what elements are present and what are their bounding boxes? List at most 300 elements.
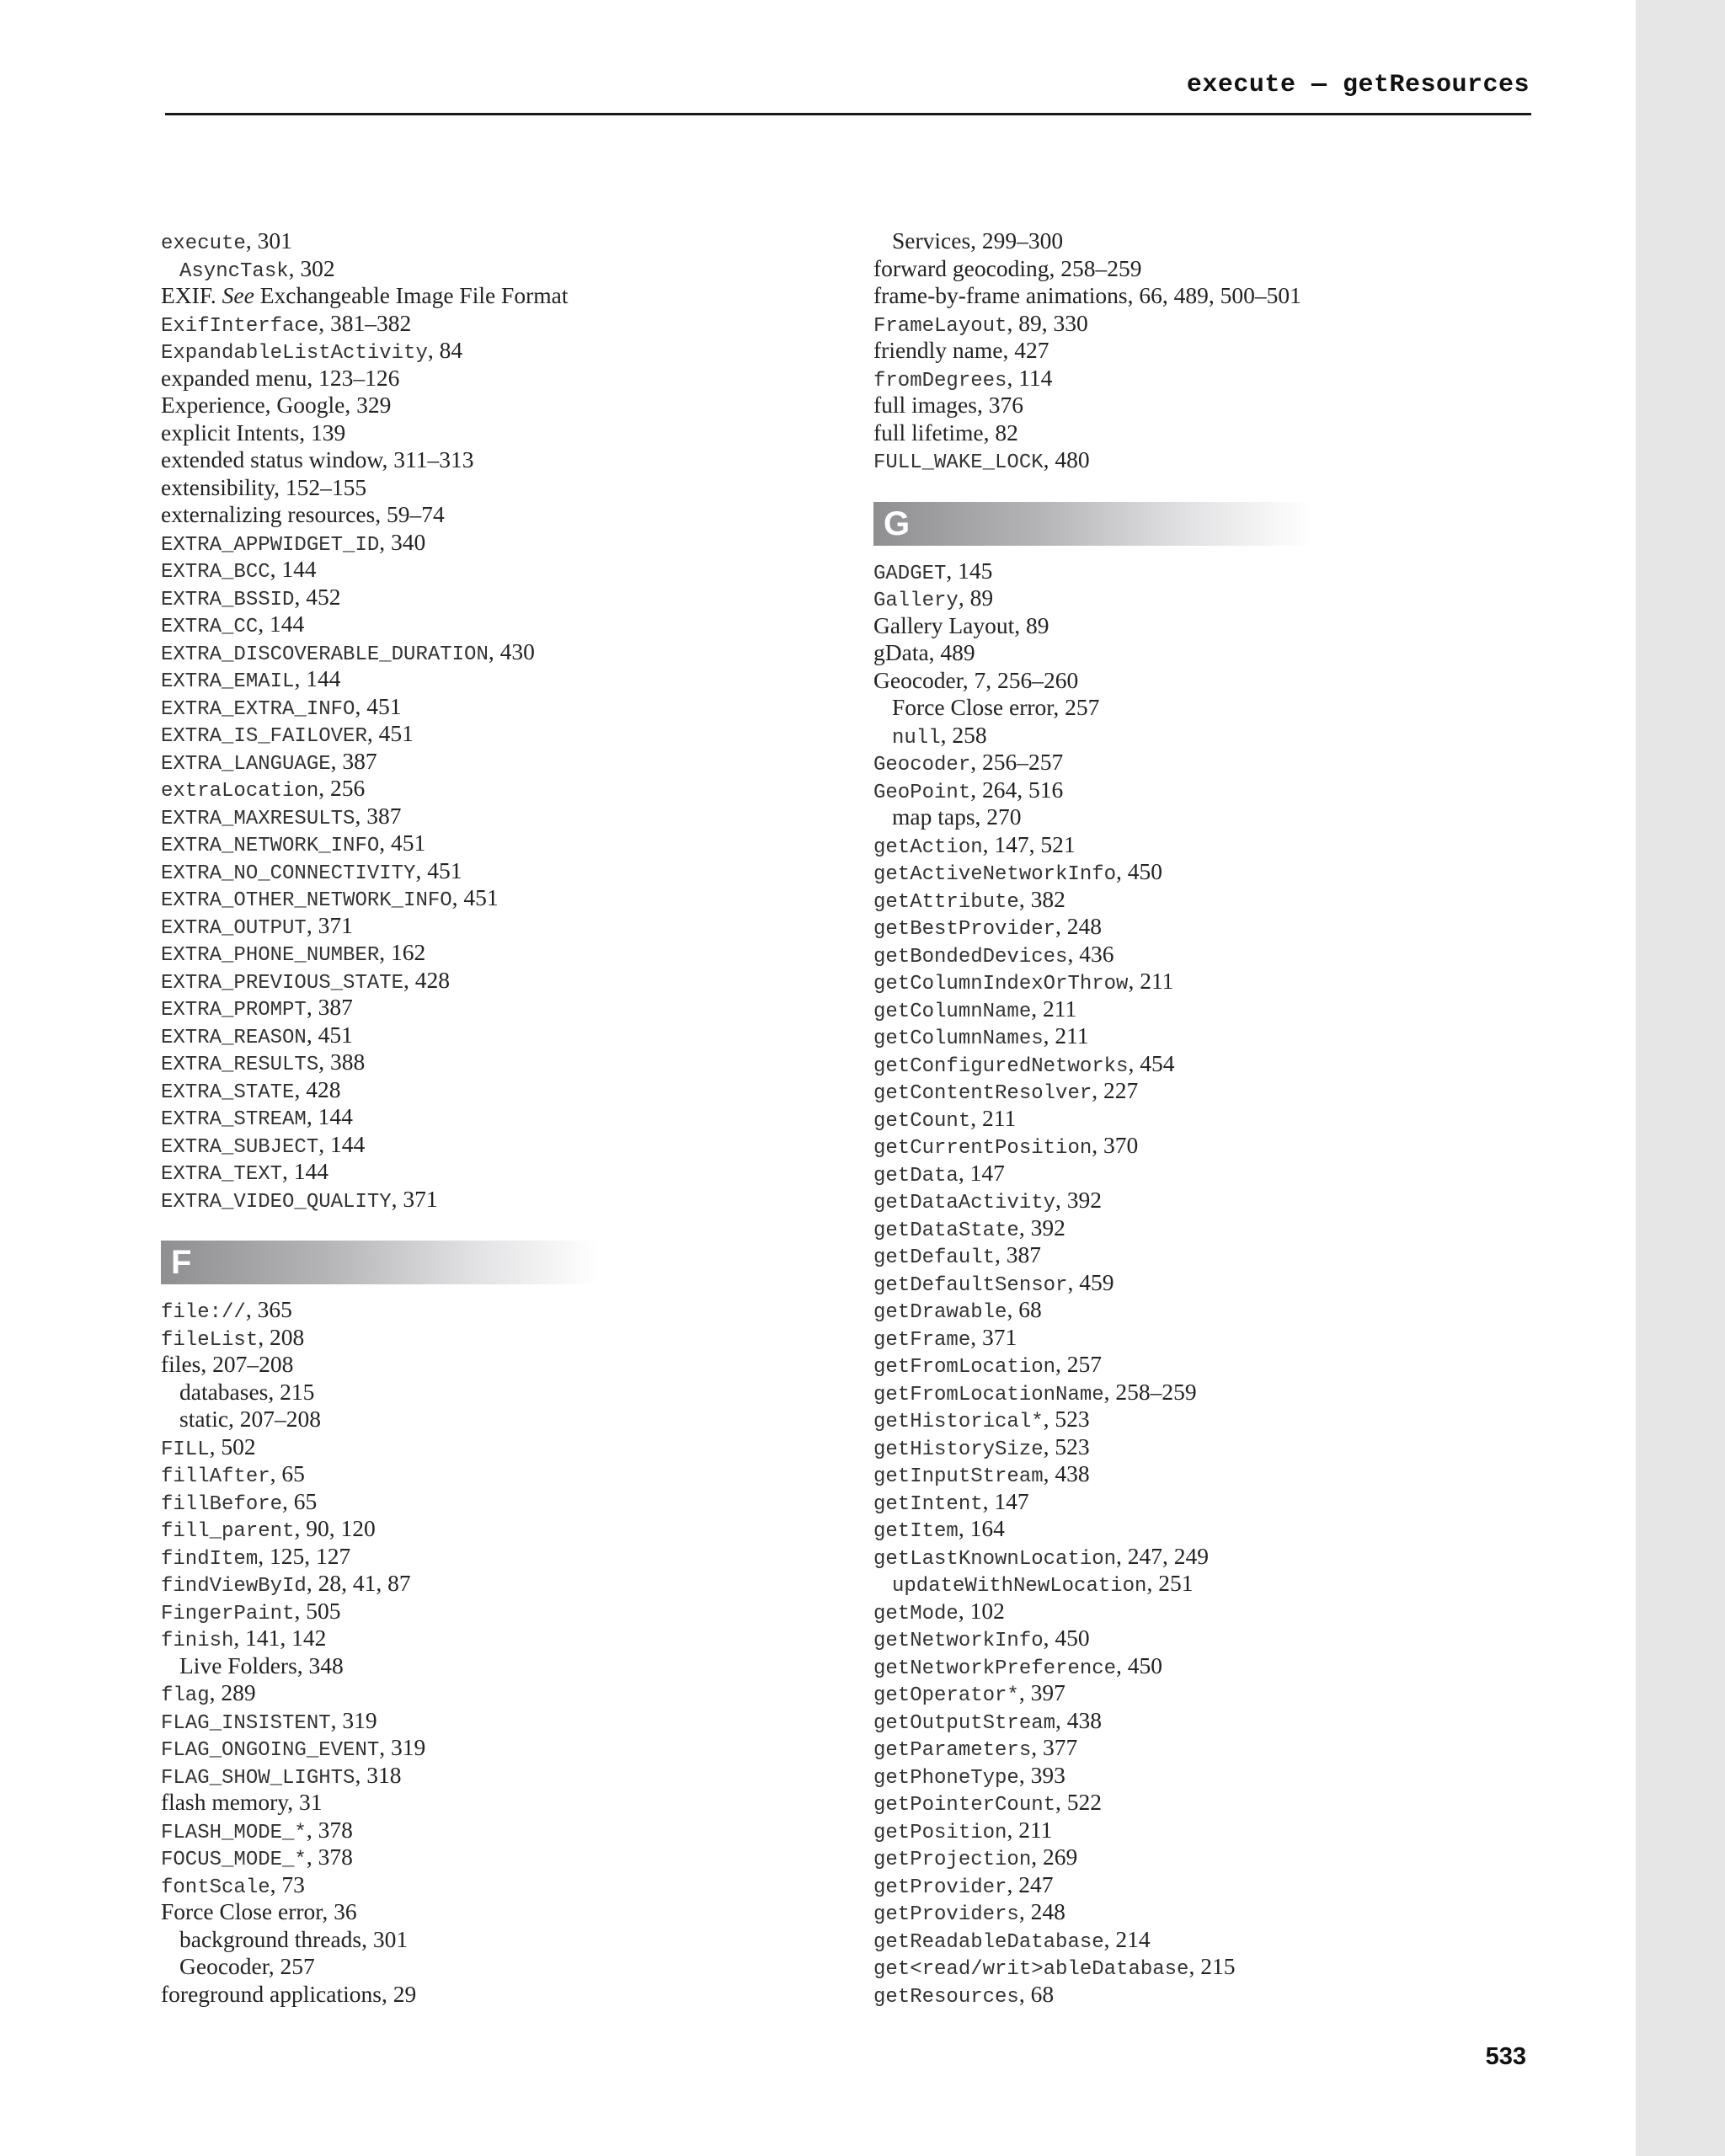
index-term: FingerPaint [161, 1602, 295, 1625]
page-reference: 211 [1018, 1816, 1053, 1843]
index-entry: getLastKnownLocation, 247, 249 [873, 1542, 1210, 1571]
index-term: gData [873, 639, 929, 665]
index-term: getResources [873, 1985, 1019, 2009]
page-reference: 73 [281, 1870, 305, 1897]
index-entry: getColumnIndexOrThrow, 211 [873, 968, 1174, 995]
page-reference: 251 [1158, 1570, 1194, 1596]
page-reference: 227 [1103, 1077, 1139, 1103]
page-reference: 82 [995, 419, 1018, 446]
index-entry: getFrame, 371 [873, 1323, 1017, 1352]
page-reference: 144 [293, 1158, 329, 1184]
page-reference: 145 [958, 557, 993, 584]
index-entry: EXTRA_BCC, 144 [161, 556, 317, 584]
index-term: EXTRA_IS_FAILOVER [161, 725, 367, 748]
index-entry: extensibility, 152–155 [161, 473, 367, 500]
page-reference: 65 [281, 1460, 305, 1486]
index-subentry: map taps, 270 [892, 803, 1022, 830]
index-term: getBondedDevices [873, 945, 1068, 969]
page-reference: 502 [221, 1433, 256, 1460]
page-reference: 164 [969, 1515, 1005, 1541]
index-entry: getNetworkInfo, 450 [873, 1625, 1090, 1652]
index-term: getCurrentPosition [873, 1137, 1092, 1160]
page-reference: 68 [1030, 1980, 1055, 2007]
index-term: EXTRA_RESULTS [161, 1054, 319, 1076]
page-reference: 144 [269, 611, 305, 637]
page-reference: 387 [1006, 1241, 1042, 1267]
page-reference: 144 [281, 556, 317, 582]
page-reference: 270 [986, 803, 1022, 830]
page-reference: 451 [391, 830, 426, 856]
index-term: findItem [161, 1547, 259, 1571]
index-column-right [873, 227, 1547, 2008]
page-reference: 125, 127 [269, 1542, 351, 1569]
index-term: files [161, 1351, 201, 1377]
index-entry: Gallery, 89 [873, 584, 994, 612]
page-reference: 438 [1066, 1706, 1103, 1733]
index-entry: getCurrentPosition, 370 [873, 1132, 1139, 1160]
index-term: frame-by-frame animations [873, 282, 1128, 308]
page-reference: 207–208 [239, 1406, 322, 1432]
index-entry: EXTRA_APPWIDGET_ID, 340 [161, 528, 426, 557]
page-reference: 523 [1055, 1406, 1090, 1432]
index-term: EXTRA_NO_CONNECTIVITY [161, 862, 416, 885]
page-reference: 451 [463, 884, 499, 910]
page-reference: 59–74 [387, 501, 445, 527]
page-reference: 371 [318, 911, 353, 938]
index-term: flag [161, 1684, 210, 1707]
index-entry: EXTRA_STREAM, 144 [161, 1103, 353, 1131]
index-term: extraLocation [161, 780, 319, 803]
index-term: GADGET [873, 562, 947, 585]
index-entry: files, 207–208 [161, 1351, 294, 1377]
letter-section-heading [873, 502, 1311, 546]
index-entry: EXTRA_SUBJECT, 144 [161, 1130, 366, 1159]
index-entry: getParameters, 377 [873, 1734, 1078, 1762]
index-entry: EXTRA_STATE, 428 [161, 1075, 341, 1104]
index-term: ExpandableListActivity [161, 342, 428, 365]
index-entry: flash memory, 31 [161, 1789, 323, 1815]
page-reference: 152–155 [285, 473, 367, 500]
page-reference: 162 [391, 939, 426, 965]
index-entry: EXTRA_PROMPT, 387 [161, 994, 353, 1022]
index-entry: FLASH_MODE_*, 378 [161, 1816, 353, 1844]
page-reference: 214 [1115, 1925, 1151, 1952]
index-term: getProvider [873, 1876, 1007, 1899]
index-term: EXTRA_OTHER_NETWORK_INFO [161, 889, 452, 912]
index-entry: extraLocation, 256 [161, 775, 366, 803]
index-term: EXTRA_PHONE_NUMBER [161, 944, 380, 967]
index-term: background threads [179, 1925, 362, 1952]
page-reference: 381–382 [329, 309, 412, 336]
page-reference: 141, 142 [245, 1625, 327, 1651]
page-margin-band [1636, 0, 1725, 2156]
index-term: getData [873, 1164, 959, 1187]
page-reference: 319 [391, 1734, 426, 1760]
page-reference: 208 [269, 1323, 305, 1350]
index-term: getDrawable [873, 1301, 1007, 1324]
index-term: getProjection [873, 1849, 1032, 1871]
page-reference: 144 [329, 1130, 366, 1157]
index-term: expanded menu [161, 364, 307, 391]
page-reference: 318 [366, 1761, 402, 1788]
index-term: EXTRA_APPWIDGET_ID [161, 533, 380, 557]
index-entry: getReadableDatabase, 214 [873, 1925, 1151, 1954]
index-entry: getMode, 102 [873, 1597, 1005, 1625]
page-reference: 451 [427, 857, 462, 883]
index-entry: EXTRA_MAXRESULTS, 387 [161, 802, 402, 830]
index-entry: foreground applications, 29 [161, 1980, 417, 2007]
page-reference: 7, 256–260 [974, 666, 1079, 693]
index-entry: getProjection, 269 [873, 1844, 1078, 1871]
index-entry: EXTRA_EMAIL, 144 [161, 665, 341, 693]
index-entry: Geocoder, 7, 256–260 [873, 666, 1079, 693]
index-term: FILL [161, 1438, 210, 1461]
index-term: getDataState [873, 1219, 1019, 1242]
index-entry: frame-by-frame animations, 66, 489, 500–501 [873, 282, 1301, 308]
page-reference: 256 [329, 775, 366, 801]
index-entry: findViewById, 28, 41, 87 [161, 1570, 411, 1598]
index-subentry: background threads, 301 [179, 1925, 409, 1952]
page-reference: 207–208 [212, 1351, 294, 1377]
page-reference: 452 [306, 583, 341, 610]
page-reference: 393 [1030, 1761, 1065, 1788]
index-term: getConfiguredNetworks [873, 1054, 1129, 1078]
index-term: friendly name [873, 337, 1003, 363]
index-term: getDefaultSensor [873, 1273, 1068, 1297]
index-term: getAction [873, 835, 983, 859]
index-term: FOCUS_MODE_* [161, 1849, 307, 1871]
page-reference: 397 [1030, 1679, 1065, 1705]
page-reference: 301 [372, 1925, 409, 1952]
index-entry: getColumnName, 211 [873, 995, 1077, 1023]
index-term: flash memory [161, 1789, 288, 1815]
page-reference: 387 [318, 994, 353, 1020]
index-term: findViewById [161, 1575, 307, 1598]
page-reference: 371 [981, 1323, 1017, 1350]
index-entry: getProvider, 247 [873, 1870, 1054, 1899]
page-reference: 269 [1042, 1844, 1078, 1870]
index-term: getPointerCount [873, 1794, 1056, 1817]
index-term: getAttribute [873, 890, 1019, 914]
page-reference: 31 [298, 1789, 323, 1815]
page-reference: 428 [306, 1075, 341, 1102]
index-subentry: static, 207–208 [179, 1406, 322, 1432]
index-term: getOutputStream [873, 1711, 1056, 1735]
index-entry: EXTRA_TEXT, 144 [161, 1158, 329, 1186]
page-reference: 451 [378, 720, 414, 746]
page-reference: 90, 120 [306, 1515, 376, 1541]
index-entry: fill_parent, 90, 120 [161, 1515, 376, 1543]
index-entry: FLAG_ONGOING_EVENT, 319 [161, 1734, 426, 1762]
index-term: fillAfter [161, 1465, 270, 1488]
index-entry: getHistorical*, 523 [873, 1406, 1090, 1433]
index-entry: getDataActivity, 392 [873, 1187, 1103, 1214]
index-entry: finish, 141, 142 [161, 1625, 327, 1652]
index-term: EXTRA_PREVIOUS_STATE [161, 971, 404, 995]
page-reference: 144 [306, 665, 341, 691]
index-entry: EXTRA_LANGUAGE, 387 [161, 747, 377, 776]
page-reference: 264, 516 [981, 776, 1064, 803]
page-reference: 454 [1140, 1049, 1175, 1076]
letter-section-heading [161, 1241, 599, 1284]
page-reference: 365 [257, 1296, 292, 1322]
index-term: getNetworkPreference [873, 1657, 1117, 1680]
index-entry: findItem, 125, 127 [161, 1542, 351, 1571]
index-entry: FingerPaint, 505 [161, 1597, 341, 1625]
index-term: getItem [873, 1520, 959, 1543]
page-reference: 450 [1127, 1652, 1163, 1678]
index-entry: getFromLocation, 257 [873, 1351, 1103, 1379]
page-reference: 257 [1065, 694, 1100, 720]
index-entry: GeoPoint, 264, 516 [873, 776, 1064, 804]
page-reference: 147 [994, 1487, 1029, 1514]
page-reference: 89, 330 [1018, 309, 1088, 336]
index-term: map taps [892, 803, 975, 830]
index-term: FLAG_SHOW_LIGHTS [161, 1766, 355, 1790]
page-reference: 302 [300, 254, 335, 281]
index-entry: fillAfter, 65 [161, 1460, 305, 1488]
page-reference: 450 [1055, 1625, 1090, 1651]
index-entry: getOperator*, 397 [873, 1679, 1065, 1707]
index-entry: getHistorySize, 523 [873, 1433, 1090, 1461]
page-reference: 289 [221, 1679, 256, 1705]
index-term: EXTRA_TEXT [161, 1163, 283, 1186]
index-term: FrameLayout [873, 314, 1007, 338]
page-reference: 258 [952, 721, 987, 748]
index-entry: getProviders, 248 [873, 1898, 1065, 1926]
index-term: getIntent [873, 1492, 983, 1516]
page-reference: 522 [1066, 1789, 1103, 1815]
page-reference: 319 [342, 1706, 377, 1733]
page-reference: 89 [1025, 611, 1049, 638]
index-term: EXTRA_PROMPT [161, 999, 307, 1022]
page-reference: 451 [366, 692, 402, 719]
index-entry [161, 282, 835, 310]
index-entry: getDefault, 387 [873, 1241, 1042, 1269]
index-term: EXIF. [161, 282, 216, 308]
index-entry: Force Close error, 36 [161, 1898, 357, 1924]
index-term: EXTRA_VIDEO_QUALITY [161, 1190, 392, 1214]
index-term: externalizing resources [161, 501, 376, 527]
index-term: AsyncTask [179, 259, 289, 283]
index-term: getColumnNames [873, 1027, 1044, 1050]
index-term: EXTRA_OUTPUT [161, 916, 307, 940]
index-term: foreground applications [161, 1980, 382, 2007]
page-reference: 480 [1055, 446, 1090, 472]
index-entry: EXTRA_VIDEO_QUALITY, 371 [161, 1185, 438, 1214]
page-reference: 211 [1140, 968, 1174, 994]
index-term: getBestProvider [873, 918, 1056, 941]
index-term: getParameters [873, 1739, 1032, 1762]
index-entry: expanded menu, 123–126 [161, 364, 400, 391]
index-subentry: updateWithNewLocation, 251 [892, 1570, 1194, 1598]
page-reference: 388 [329, 1049, 366, 1075]
index-entry: getData, 147 [873, 1159, 1005, 1187]
page-reference: 215 [1200, 1953, 1236, 1979]
index-entry: getBestProvider, 248 [873, 913, 1103, 941]
index-term: getContentResolver [873, 1082, 1092, 1105]
index-entry: full lifetime, 82 [873, 419, 1018, 446]
index-subentry: AsyncTask, 302 [179, 254, 335, 283]
index-entry: EXTRA_PHONE_NUMBER, 162 [161, 939, 426, 967]
index-entry: getContentResolver, 227 [873, 1077, 1139, 1105]
page-reference: 256–257 [981, 749, 1064, 775]
index-entry: EXTRA_EXTRA_INFO, 451 [161, 692, 402, 721]
index-entry: friendly name, 427 [873, 337, 1049, 363]
page-reference: 211 [981, 1104, 1017, 1131]
page-reference: 311–313 [393, 446, 474, 472]
index-subentry: Services, 299–300 [892, 227, 1064, 253]
index-term: getPhoneType [873, 1766, 1019, 1790]
index-entry: getPointerCount, 522 [873, 1789, 1103, 1817]
index-term: EXTRA_STATE [161, 1081, 295, 1104]
page-reference: 376 [988, 392, 1023, 418]
index-term: fromDegrees [873, 369, 1007, 392]
index-term: FULL_WAKE_LOCK [873, 451, 1044, 474]
index-entry: file://, 365 [161, 1296, 292, 1324]
index-entry: gData, 489 [873, 639, 975, 665]
index-term: getDefault [873, 1246, 996, 1269]
index-term: fillBefore [161, 1492, 283, 1516]
index-entry: fileList, 208 [161, 1323, 305, 1352]
index-term: getOperator* [873, 1684, 1019, 1707]
page-reference: 123–126 [318, 364, 400, 391]
page-reference: 370 [1103, 1132, 1139, 1158]
index-term: Force Close error [892, 694, 1054, 720]
index-term: GeoPoint [873, 781, 971, 804]
index-term: forward geocoding [873, 254, 1049, 281]
page-reference: 258–259 [1115, 1378, 1197, 1405]
index-term: Experience, Google [161, 392, 345, 418]
page-reference: 248 [1066, 913, 1103, 939]
page-reference: 392 [1066, 1187, 1103, 1213]
page-reference: 258–259 [1060, 254, 1142, 281]
index-entry: getFromLocationName, 258–259 [873, 1378, 1197, 1406]
page-reference: 430 [499, 638, 535, 664]
index-term: EXTRA_STREAM [161, 1108, 307, 1131]
index-entry: fromDegrees, 114 [873, 364, 1053, 392]
index-term: fill_parent [161, 1520, 295, 1543]
index-term: static [179, 1406, 229, 1432]
page-reference: 299–300 [981, 227, 1064, 253]
index-entry: FOCUS_MODE_*, 378 [161, 1844, 353, 1871]
page-reference: 29 [393, 1980, 417, 2007]
page-reference: 387 [366, 802, 402, 829]
index-entry: EXTRA_DISCOVERABLE_DURATION, 430 [161, 638, 535, 666]
index-term: EXTRA_NETWORK_INFO [161, 835, 380, 857]
index-entry: externalizing resources, 59–74 [161, 501, 445, 527]
index-term: Gallery Layout [873, 611, 1015, 638]
index-term: getFrame [873, 1328, 971, 1352]
index-entry: getInputStream, 438 [873, 1460, 1090, 1488]
page-reference: 436 [1079, 940, 1114, 967]
index-term: Gallery [873, 590, 959, 612]
page-reference: 438 [1055, 1460, 1090, 1486]
page-reference: 215 [280, 1378, 315, 1405]
index-term: finish [161, 1630, 234, 1652]
index-entry: full images, 376 [873, 392, 1023, 418]
page-reference: 66, 489, 500–501 [1139, 282, 1301, 308]
index-term: EXTRA_SUBJECT [161, 1135, 319, 1159]
index-term: EXTRA_DISCOVERABLE_DURATION [161, 643, 489, 666]
index-entry: EXTRA_OUTPUT, 371 [161, 911, 353, 940]
index-term: getReadableDatabase [873, 1930, 1104, 1954]
index-entry: getPosition, 211 [873, 1816, 1053, 1844]
page-reference: 102 [969, 1597, 1005, 1624]
page-reference: 68 [1018, 1296, 1042, 1322]
page-reference: 348 [308, 1652, 344, 1678]
index-term: getDataActivity [873, 1192, 1056, 1214]
page-reference: 371 [403, 1185, 438, 1212]
page-reference: 89 [969, 584, 994, 611]
index-entry: getActiveNetworkInfo, 450 [873, 858, 1163, 886]
index-term: getColumnIndexOrThrow [873, 973, 1129, 995]
index-entry: getAction, 147, 521 [873, 830, 1076, 859]
index-entry: EXTRA_PREVIOUS_STATE, 428 [161, 966, 451, 995]
index-term: execute [161, 232, 246, 255]
index-entry: getAttribute, 382 [873, 885, 1065, 914]
index-term: extensibility [161, 473, 275, 500]
index-term: EXTRA_EXTRA_INFO [161, 697, 355, 721]
index-term: Services [892, 227, 971, 253]
index-term: getFromLocation [873, 1356, 1056, 1379]
index-term: FLAG_ONGOING_EVENT [161, 1739, 380, 1762]
index-term: extended status window [161, 446, 382, 472]
page-reference: 114 [1018, 364, 1053, 391]
index-term: getFromLocationName [873, 1383, 1104, 1406]
section-letter: F [171, 1244, 192, 1281]
page-reference: 505 [306, 1597, 341, 1624]
index-subentry: null, 258 [892, 721, 987, 750]
page-reference: 451 [318, 1021, 353, 1048]
index-term: EXTRA_BCC [161, 561, 270, 584]
index-entry: getDataState, 392 [873, 1214, 1065, 1242]
index-term: ExifInterface [161, 314, 319, 338]
index-entry: fillBefore, 65 [161, 1487, 318, 1516]
see-reference-label: See [222, 282, 254, 308]
index-term: getHistorySize [873, 1438, 1044, 1461]
page-reference: 450 [1127, 858, 1163, 884]
index-term: Geocoder [179, 1953, 269, 1979]
index-entry: forward geocoding, 258–259 [873, 254, 1142, 281]
index-entry: EXTRA_IS_FAILOVER, 451 [161, 720, 414, 748]
page-reference: 378 [318, 1844, 353, 1870]
index-entry: ExifInterface, 381–382 [161, 309, 412, 338]
page-reference: 427 [1014, 337, 1049, 363]
index-entry: getCount, 211 [873, 1104, 1017, 1133]
page-reference: 247 [1018, 1870, 1054, 1897]
index-entry: EXTRA_NETWORK_INFO, 451 [161, 830, 426, 857]
page-reference: 248 [1030, 1898, 1065, 1924]
index-entry: getIntent, 147 [873, 1487, 1029, 1516]
running-head [165, 71, 1531, 115]
index-term: getNetworkInfo [873, 1630, 1044, 1652]
page-reference: 392 [1030, 1214, 1065, 1241]
page-reference: 65 [293, 1487, 318, 1514]
index-term: EXTRA_EMAIL [161, 670, 295, 693]
index-entry: getItem, 164 [873, 1515, 1005, 1543]
index-term: getMode [873, 1602, 959, 1625]
index-term: EXTRA_LANGUAGE [161, 752, 331, 776]
index-entry: EXTRA_OTHER_NETWORK_INFO, 451 [161, 884, 499, 912]
index-entry: FULL_WAKE_LOCK, 480 [873, 446, 1090, 474]
index-entry: extended status window, 311–313 [161, 446, 474, 472]
running-head-text: execute — getResources [1186, 71, 1530, 99]
index-entry: getBondedDevices, 436 [873, 940, 1114, 969]
index-entry: getResources, 68 [873, 1980, 1055, 2009]
index-term: explicit Intents [161, 419, 300, 446]
page-reference: 428 [414, 966, 451, 993]
